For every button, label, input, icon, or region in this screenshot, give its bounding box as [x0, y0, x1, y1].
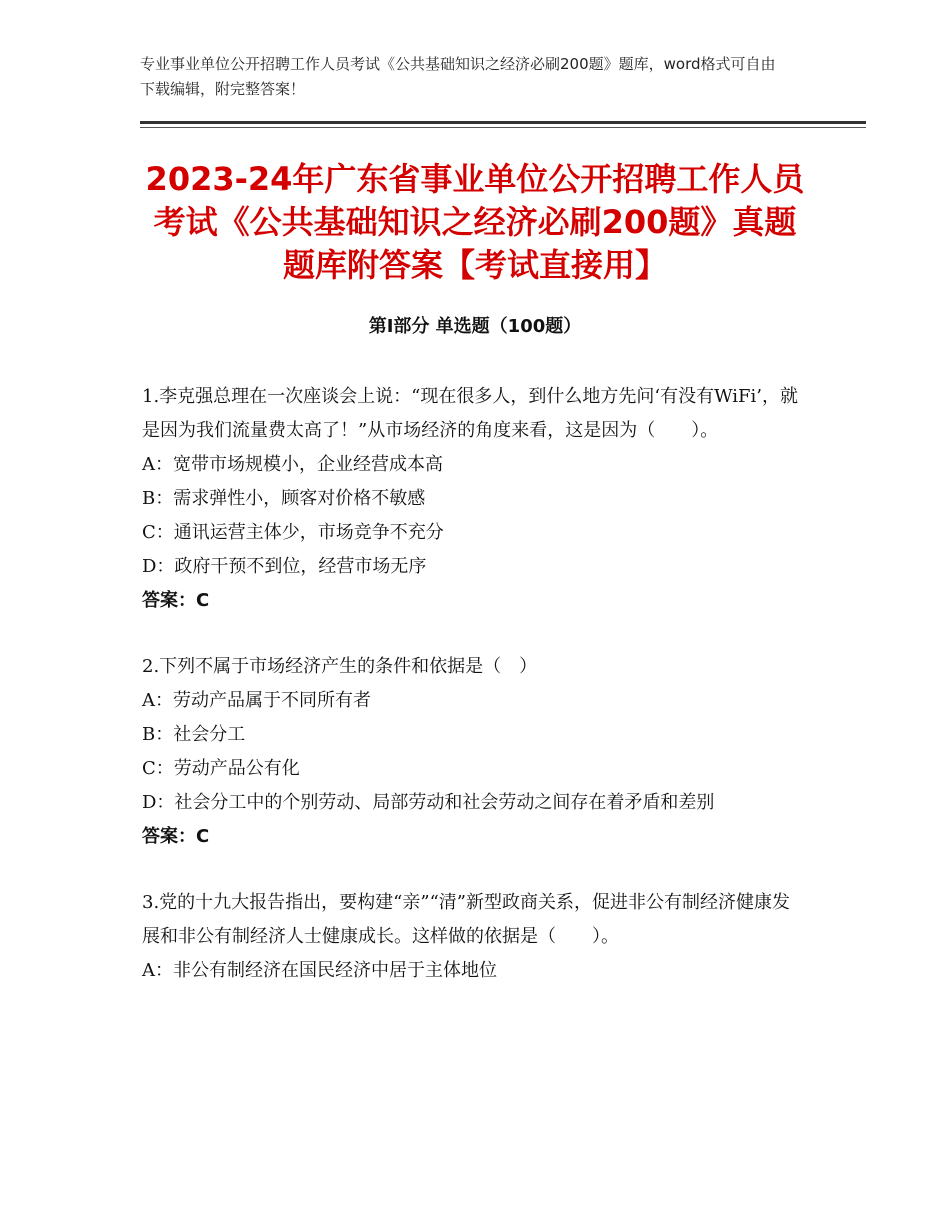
section-title: 第Ⅰ部分 单选题（100题） — [368, 316, 582, 337]
header-note: 专业事业单位公开招聘工作人员考试《公共基础知识之经济必刷200题》题库，word格式可自由下载编辑，附完整答案！ — [140, 55, 776, 98]
option-d: D：政府干预不到位，经营市场无序 — [142, 556, 427, 577]
question-stem: 2.下列不属于市场经济产生的条件和依据是（ ） — [142, 656, 538, 677]
option-c: C：劳动产品公有化 — [142, 758, 300, 779]
option-b: B：社会分工 — [142, 724, 246, 745]
option-a: A：非公有制经济在国民经济中居于主体地位 — [142, 960, 497, 981]
option-d: D：社会分工中的个别劳动、局部劳动和社会劳动之间存在着矛盾和差别 — [142, 792, 715, 813]
header-divider-thick — [140, 121, 866, 124]
option-b: B：需求弹性小，顾客对价格不敏感 — [142, 488, 426, 509]
question-1 — [142, 380, 807, 618]
question-stem: 3.党的十九大报告指出，要构建“亲”“清”新型政商关系，促进非公有制经济健康发展和非公有制经济人士健康成长。这样做的依据是（ ）。 — [142, 892, 790, 947]
question-list — [142, 380, 807, 1020]
option-a: A：劳动产品属于不同所有者 — [142, 690, 371, 711]
question-2 — [142, 650, 807, 854]
header-divider-thin — [140, 127, 866, 128]
question-stem: 1.李克强总理在一次座谈会上说：“现在很多人，到什么地方先问‘有没有WiFi’，就是因为我们流量费太高了！”从市场经济的角度来看，这是因为（ ）。 — [142, 386, 799, 441]
option-c: C：通讯运营主体少，市场竞争不充分 — [142, 522, 444, 543]
document-title: 2023-24年广东省事业单位公开招聘工作人员考试《公共基础知识之经济必刷200题》真题题库附答案【考试直接用】 — [145, 160, 805, 284]
answer: 答案：C — [142, 590, 210, 611]
question-3 — [142, 886, 807, 988]
option-a: A：宽带市场规模小，企业经营成本高 — [142, 454, 443, 475]
answer: 答案：C — [142, 826, 210, 847]
